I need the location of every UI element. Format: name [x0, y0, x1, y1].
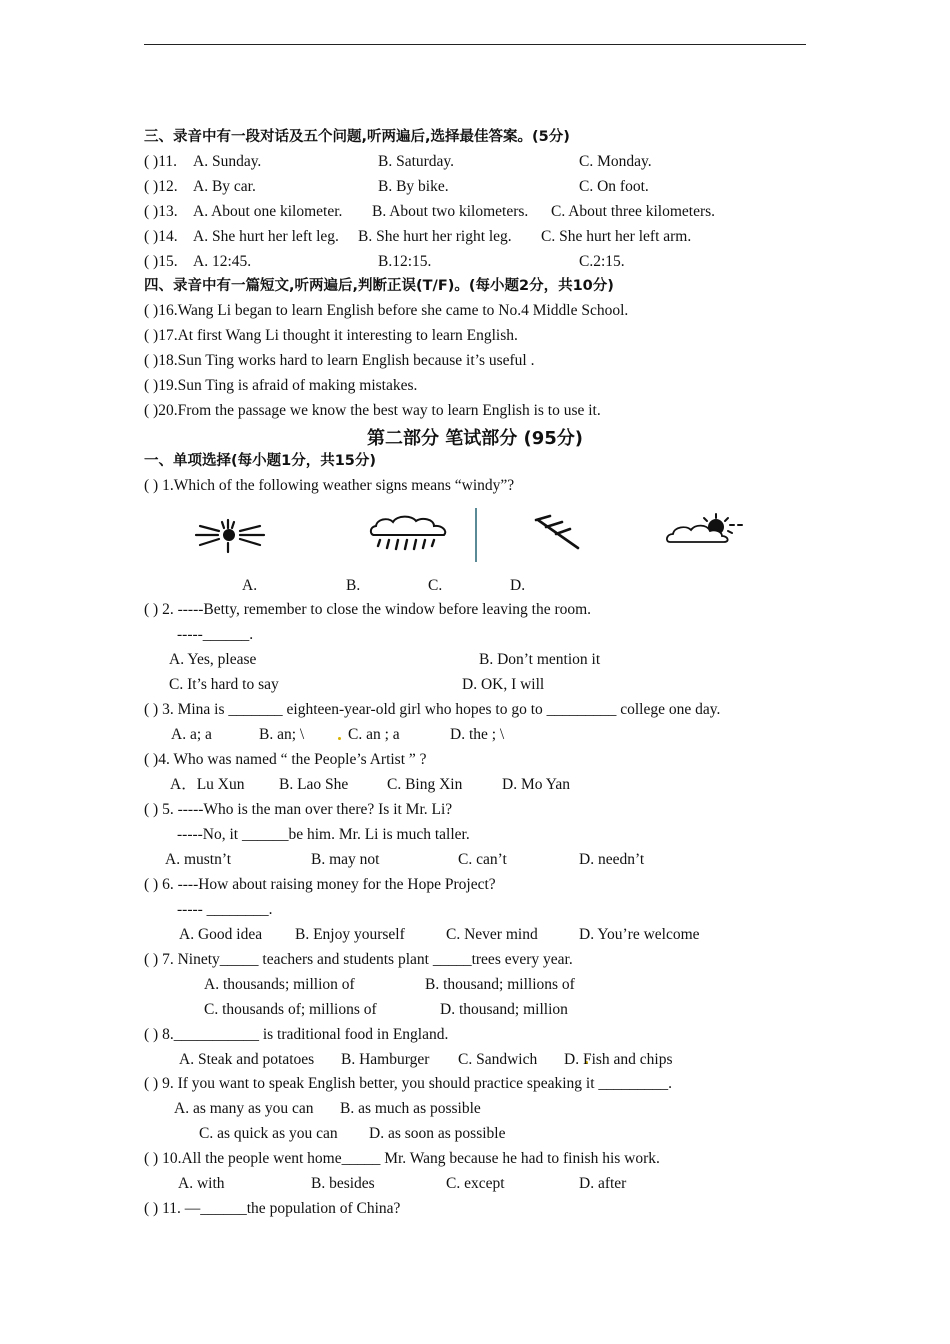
option-c: C. On foot. — [579, 178, 649, 195]
weather-label-d: D. — [510, 577, 526, 594]
divider-line — [473, 506, 479, 564]
option-d: D. Fish and chips — [564, 1051, 673, 1068]
tf-statement-18 — [144, 351, 534, 371]
part2-title: 第二部分 笔试部分 (95分) — [366, 428, 584, 449]
question-11 — [144, 1199, 400, 1219]
listening-question-15 — [144, 252, 178, 272]
option-a: A. thousands; million of — [204, 976, 355, 993]
option-c: C. Bing Xin — [387, 776, 463, 793]
question-text: 7. Ninety_____ teachers and students plant _____trees every year. — [162, 951, 573, 968]
question-text: 9. If you want to speak English better, you should practice speaking it _________. — [162, 1075, 672, 1092]
option-c: C. as quick as you can — [199, 1125, 338, 1142]
option-a: A. 12:45. — [193, 253, 252, 270]
option-d: D. thousand; million — [440, 1001, 568, 1018]
option-a: A. Steak and potatoes — [179, 1051, 315, 1068]
option-d: D. the ; \ — [450, 726, 505, 743]
listening-question-12 — [144, 177, 178, 197]
question-text: 10.All the people went home_____ Mr. Wang because he had to finish his work. — [162, 1150, 660, 1167]
option-c: C. an ; a — [348, 726, 400, 743]
option-a: A. as many as you can — [174, 1100, 314, 1117]
tf-statement-20 — [144, 401, 601, 421]
option-a: A. She hurt her left leg. — [193, 228, 339, 245]
question-text: 4. Who was named “ the People’s Artist ” ? — [158, 751, 427, 768]
option-c: C. About three kilometers. — [551, 203, 716, 220]
question-text: 8.___________ is traditional food in England. — [162, 1026, 449, 1043]
question-number: 15. — [158, 253, 178, 270]
answer-paren[interactable]: ( ) — [144, 1150, 159, 1167]
answer-paren[interactable]: ( ) — [144, 1075, 159, 1092]
option-a: A. Good idea — [179, 926, 263, 943]
option-a: A. About one kilometer. — [193, 203, 343, 220]
section4-heading: 四、录音中有一篇短文,听两遍后,判断正误(T/F)。(每小题2分，共10分) — [144, 278, 614, 294]
answer-paren[interactable]: ( ) — [144, 153, 159, 170]
question-3 — [144, 700, 720, 720]
option-b: B. thousand; millions of — [425, 976, 575, 993]
question-number: 11. — [158, 153, 178, 170]
answer-paren[interactable]: ( ) — [144, 876, 159, 893]
option-b: B. By bike. — [378, 178, 449, 195]
option-a: A. By car. — [193, 178, 256, 195]
answer-paren[interactable]: ( ) — [144, 951, 159, 968]
listening-question-13 — [144, 202, 178, 222]
statement-text: 19.Sun Ting is afraid of making mistakes. — [158, 377, 418, 394]
question-1 — [144, 476, 514, 496]
option-b: B. Don’t mention it — [479, 651, 601, 668]
reply-line: -----No, it ______be him. Mr. Li is much taller. — [177, 826, 470, 843]
section1-heading: 一、单项选择(每小题1分，共15分) — [144, 453, 377, 469]
option-b: B.12:15. — [378, 253, 432, 270]
question-number: 13. — [158, 203, 178, 220]
question-4 — [144, 750, 427, 770]
option-a: A. Sunday. — [193, 153, 262, 170]
answer-paren[interactable]: ( ) — [144, 253, 159, 270]
wind-flag-icon — [532, 512, 584, 552]
partly-cloudy-icon — [664, 512, 748, 548]
answer-paren[interactable]: ( ) — [144, 327, 159, 344]
statement-text: 18.Sun Ting works hard to learn English because it’s useful . — [158, 352, 535, 369]
option-a: A. mustn’t — [165, 851, 232, 868]
answer-paren[interactable]: ( ) — [144, 1026, 159, 1043]
option-d: D. Mo Yan — [502, 776, 571, 793]
sun-icon — [192, 518, 268, 554]
option-d: D. You’re welcome — [579, 926, 700, 943]
question-text: 2. -----Betty, remember to close the window before leaving the room. — [162, 601, 592, 618]
question-text: 5. -----Who is the man over there? Is it Mr. Li? — [162, 801, 453, 818]
question-number: 12. — [158, 178, 178, 195]
option-b: B. About two kilometers. — [372, 203, 529, 220]
option-b: B. an; \ — [259, 726, 305, 743]
section3-heading: 三、录音中有一段对话及五个问题,听两遍后,选择最佳答案。(5分) — [144, 129, 570, 145]
statement-text: 16.Wang Li began to learn English before she came to No.4 Middle School. — [158, 302, 629, 319]
option-c: C. Never mind — [446, 926, 538, 943]
option-c: C. Sandwich — [458, 1051, 538, 1068]
answer-paren[interactable]: ( ) — [144, 228, 159, 245]
question-text: 1.Which of the following weather signs means “windy”? — [162, 477, 515, 494]
answer-paren[interactable]: ( ) — [144, 801, 159, 818]
question-2 — [144, 600, 591, 620]
question-text: 3. Mina is _______ eighteen-year-old girl who hopes to go to _________ college one day. — [162, 701, 721, 718]
option-b: B. may not — [311, 851, 380, 868]
reply-line: -----______. — [177, 626, 254, 643]
option-a: A. with — [178, 1175, 225, 1192]
answer-paren[interactable]: ( ) — [144, 701, 159, 718]
statement-text: 17.At first Wang Li thought it interesting to learn English. — [158, 327, 518, 344]
answer-paren[interactable]: ( ) — [144, 1200, 159, 1217]
header-rule — [144, 44, 806, 45]
listening-question-11 — [144, 152, 177, 172]
option-a: A. a; a — [171, 726, 212, 743]
option-b: B. Lao She — [279, 776, 349, 793]
answer-paren[interactable]: ( ) — [144, 751, 159, 768]
tf-statement-17 — [144, 326, 518, 346]
question-10 — [144, 1149, 660, 1169]
option-b: B. Hamburger — [341, 1051, 430, 1068]
option-d: D. after — [579, 1175, 627, 1192]
option-a: A. Yes, please — [169, 651, 257, 668]
tf-statement-16 — [144, 301, 628, 321]
option-b: B. She hurt her right leg. — [358, 228, 512, 245]
option-d: D. OK, I will — [462, 676, 545, 693]
decorative-dot — [338, 737, 341, 740]
answer-paren[interactable]: ( ) — [144, 477, 159, 494]
tf-statement-19 — [144, 376, 417, 396]
option-b: B. Saturday. — [378, 153, 455, 170]
answer-paren[interactable]: ( ) — [144, 302, 159, 319]
option-c: C. thousands of; millions of — [204, 1001, 377, 1018]
question-number: 14. — [158, 228, 178, 245]
weather-label-b: B. — [346, 577, 361, 594]
option-c: C. Monday. — [579, 153, 652, 170]
option-b: B. as much as possible — [340, 1100, 481, 1117]
answer-paren[interactable]: ( ) — [144, 203, 159, 220]
answer-paren[interactable]: ( ) — [144, 601, 159, 618]
question-7 — [144, 950, 573, 970]
rain-cloud-icon — [366, 513, 452, 553]
option-d: D. needn’t — [579, 851, 645, 868]
question-8 — [144, 1025, 448, 1045]
reply-line: ----- ________. — [177, 901, 273, 918]
weather-label-a: A. — [242, 577, 258, 594]
question-9 — [144, 1074, 672, 1094]
option-c: C. can’t — [458, 851, 507, 868]
option-c: C. She hurt her left arm. — [541, 228, 692, 245]
listening-question-14 — [144, 227, 178, 247]
option-c: C. except — [446, 1175, 505, 1192]
option-c: C.2:15. — [579, 253, 625, 270]
question-text: 11. —______the population of China? — [162, 1200, 401, 1217]
statement-text: 20.From the passage we know the best way to learn English is to use it. — [158, 402, 601, 419]
answer-paren[interactable]: ( ) — [144, 377, 159, 394]
option-c: C. It’s hard to say — [169, 676, 279, 693]
weather-label-c: C. — [428, 577, 443, 594]
question-5 — [144, 800, 452, 820]
question-6 — [144, 875, 496, 895]
answer-paren[interactable]: ( ) — [144, 352, 159, 369]
option-b: B. Enjoy yourself — [295, 926, 405, 943]
question-text: 6. ----How about raising money for the Hope Project? — [162, 876, 496, 893]
option-b: B. besides — [311, 1175, 375, 1192]
option-a: A．Lu Xun — [170, 776, 245, 793]
option-d: D. as soon as possible — [369, 1125, 506, 1142]
answer-paren[interactable]: ( ) — [144, 178, 159, 195]
answer-paren[interactable]: ( ) — [144, 402, 159, 419]
